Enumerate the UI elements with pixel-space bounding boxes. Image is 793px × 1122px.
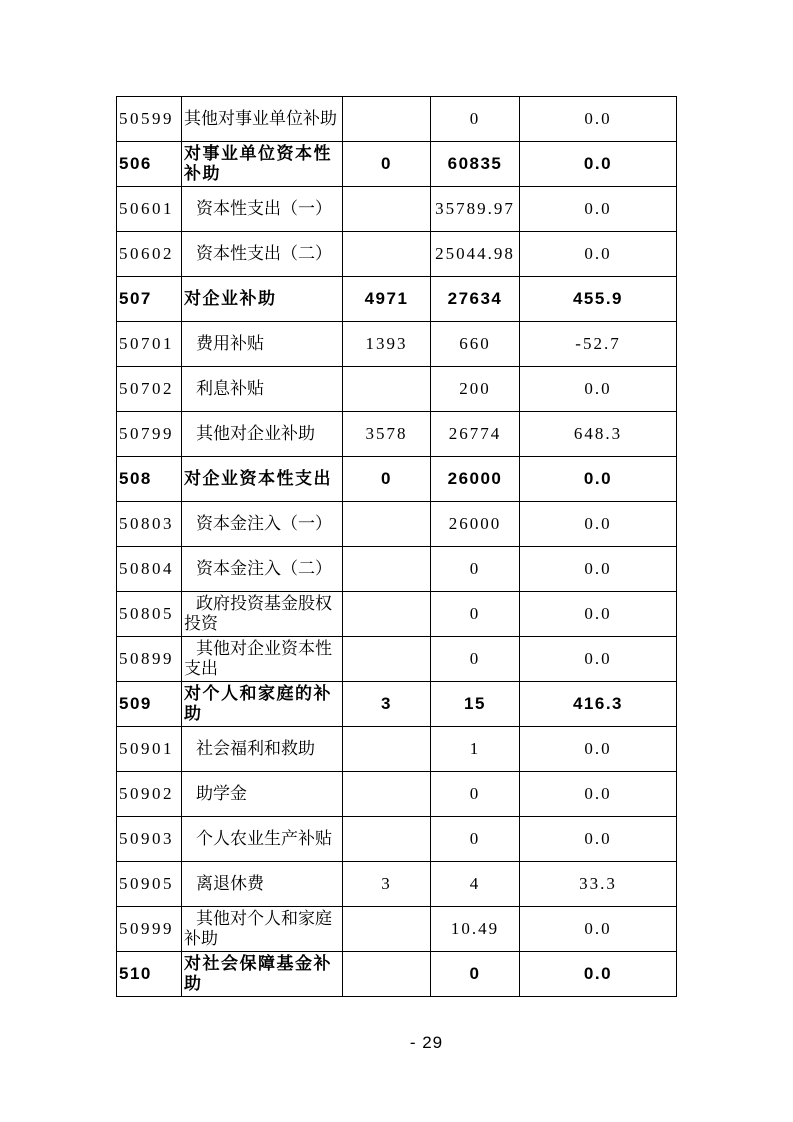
code-cell: 50905: [117, 862, 182, 907]
table-row: [117, 727, 677, 772]
page-number: [0, 1033, 793, 1053]
code-cell: 507: [117, 277, 182, 322]
value-cell-col1: [343, 232, 431, 277]
code-cell: 50803: [117, 502, 182, 547]
value-cell-col2: 25044.98: [431, 232, 520, 277]
name-cell: 离退休费: [182, 862, 343, 907]
value-cell-col2: 4: [431, 862, 520, 907]
name-cell: 对企业补助: [182, 277, 343, 322]
value-cell-col2: 0: [431, 637, 520, 682]
code-cell: 50602: [117, 232, 182, 277]
code-cell: 50804: [117, 547, 182, 592]
value-cell-col3: 0.0: [520, 502, 677, 547]
table-row: [117, 322, 677, 367]
table-row: [117, 97, 677, 142]
name-cell: 对社会保障基金补助: [182, 952, 343, 997]
table-row: [117, 367, 677, 412]
value-cell-col2: 27634: [431, 277, 520, 322]
value-cell-col2: 0: [431, 772, 520, 817]
value-cell-col2: 26000: [431, 502, 520, 547]
name-cell: 政府投资基金股权投资: [182, 592, 343, 637]
value-cell-col3: 0.0: [520, 367, 677, 412]
name-cell: 对企业资本性支出: [182, 457, 343, 502]
value-cell-col3: 0.0: [520, 952, 677, 997]
name-cell: 费用补贴: [182, 322, 343, 367]
value-cell-col2: 0: [431, 817, 520, 862]
name-cell: 助学金: [182, 772, 343, 817]
name-cell: 其他对个人和家庭补助: [182, 907, 343, 952]
table-row: [117, 817, 677, 862]
value-cell-col3: 0.0: [520, 547, 677, 592]
value-cell-col3: 0.0: [520, 187, 677, 232]
table-row: [117, 547, 677, 592]
code-cell: 50799: [117, 412, 182, 457]
value-cell-col2: 1: [431, 727, 520, 772]
name-cell: 其他对企业补助: [182, 412, 343, 457]
table-row: [117, 772, 677, 817]
value-cell-col3: 0.0: [520, 97, 677, 142]
value-cell-col2: 26774: [431, 412, 520, 457]
value-cell-col1: [343, 637, 431, 682]
value-cell-col3: 0.0: [520, 592, 677, 637]
table-row: [117, 142, 677, 187]
table-row: [117, 907, 677, 952]
name-cell: 对个人和家庭的补助: [182, 682, 343, 727]
code-cell: 50599: [117, 97, 182, 142]
value-cell-col1: [343, 367, 431, 412]
value-cell-col1: [343, 547, 431, 592]
table-row: [117, 682, 677, 727]
value-cell-col2: 660: [431, 322, 520, 367]
table-row: [117, 862, 677, 907]
value-cell-col1: 3: [343, 862, 431, 907]
name-cell: 资本金注入（一）: [182, 502, 343, 547]
value-cell-col2: 10.49: [431, 907, 520, 952]
value-cell-col1: [343, 187, 431, 232]
code-cell: 506: [117, 142, 182, 187]
value-cell-col2: 15: [431, 682, 520, 727]
name-cell: 资本金注入（二）: [182, 547, 343, 592]
value-cell-col2: 60835: [431, 142, 520, 187]
value-cell-col1: [343, 502, 431, 547]
value-cell-col3: -52.7: [520, 322, 677, 367]
budget-table: [116, 96, 677, 997]
table-row: [117, 232, 677, 277]
table-row: [117, 952, 677, 997]
code-cell: 50805: [117, 592, 182, 637]
value-cell-col3: 0.0: [520, 637, 677, 682]
code-cell: 50701: [117, 322, 182, 367]
table-row: [117, 637, 677, 682]
value-cell-col1: 1393: [343, 322, 431, 367]
name-cell: 对事业单位资本性补助: [182, 142, 343, 187]
code-cell: 510: [117, 952, 182, 997]
table-row: [117, 277, 677, 322]
name-cell: 个人农业生产补贴: [182, 817, 343, 862]
table-row: [117, 457, 677, 502]
value-cell-col2: 200: [431, 367, 520, 412]
name-cell: 其他对企业资本性支出: [182, 637, 343, 682]
table-row: [117, 502, 677, 547]
value-cell-col1: [343, 817, 431, 862]
name-cell: 资本性支出（一）: [182, 187, 343, 232]
value-cell-col2: 0: [431, 952, 520, 997]
value-cell-col1: [343, 592, 431, 637]
table-row: [117, 412, 677, 457]
value-cell-col1: [343, 952, 431, 997]
value-cell-col3: 0.0: [520, 457, 677, 502]
name-cell: 资本性支出（二）: [182, 232, 343, 277]
value-cell-col3: 0.0: [520, 142, 677, 187]
page-number-text: - 29: [409, 1033, 444, 1052]
name-cell: 利息补贴: [182, 367, 343, 412]
value-cell-col1: 3578: [343, 412, 431, 457]
value-cell-col1: [343, 772, 431, 817]
table-row: [117, 187, 677, 232]
value-cell-col2: 35789.97: [431, 187, 520, 232]
value-cell-col1: 0: [343, 142, 431, 187]
table-row: [117, 592, 677, 637]
budget-table-body: [117, 97, 677, 997]
code-cell: 50601: [117, 187, 182, 232]
value-cell-col3: 0.0: [520, 817, 677, 862]
code-cell: 50899: [117, 637, 182, 682]
value-cell-col1: 0: [343, 457, 431, 502]
value-cell-col3: 0.0: [520, 727, 677, 772]
value-cell-col1: 4971: [343, 277, 431, 322]
code-cell: 50702: [117, 367, 182, 412]
value-cell-col3: 33.3: [520, 862, 677, 907]
value-cell-col2: 26000: [431, 457, 520, 502]
code-cell: 50903: [117, 817, 182, 862]
value-cell-col3: 0.0: [520, 232, 677, 277]
value-cell-col1: [343, 727, 431, 772]
value-cell-col1: [343, 907, 431, 952]
code-cell: 50902: [117, 772, 182, 817]
value-cell-col3: 455.9: [520, 277, 677, 322]
value-cell-col1: [343, 97, 431, 142]
code-cell: 50999: [117, 907, 182, 952]
value-cell-col1: 3: [343, 682, 431, 727]
value-cell-col3: 0.0: [520, 772, 677, 817]
value-cell-col2: 0: [431, 97, 520, 142]
code-cell: 509: [117, 682, 182, 727]
value-cell-col3: 648.3: [520, 412, 677, 457]
name-cell: 其他对事业单位补助: [182, 97, 343, 142]
name-cell: 社会福利和救助: [182, 727, 343, 772]
code-cell: 508: [117, 457, 182, 502]
code-cell: 50901: [117, 727, 182, 772]
value-cell-col2: 0: [431, 547, 520, 592]
value-cell-col2: 0: [431, 592, 520, 637]
value-cell-col3: 0.0: [520, 907, 677, 952]
value-cell-col3: 416.3: [520, 682, 677, 727]
